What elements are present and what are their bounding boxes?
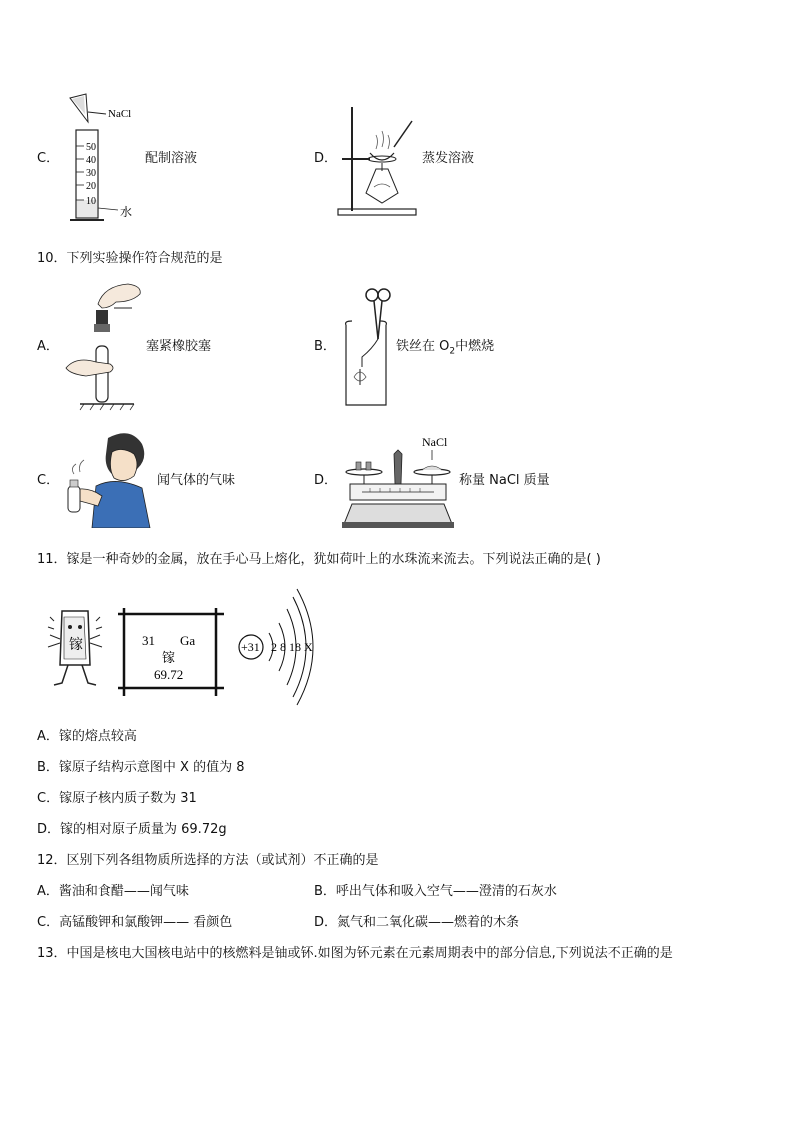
smelling-gas-boy-image: [60, 430, 155, 528]
gallium-element-cell: [108, 608, 232, 696]
balance-scale-image: [340, 432, 460, 530]
svg-text:30: 30: [86, 168, 96, 179]
svg-text:20: 20: [86, 181, 96, 192]
atomic-number: 31: [142, 633, 155, 648]
electron-shells: 2 8 18 X: [271, 640, 313, 654]
q11-option-c[interactable]: C．镓原子核内质子数为 31: [37, 791, 197, 806]
water-label: 水: [120, 205, 133, 219]
q10-option-d-letter: D．: [314, 473, 338, 488]
gallium-atom-structure-diagram: [235, 585, 335, 710]
q11-option-b[interactable]: B．镓原子结构示意图中 X 的值为 8: [37, 760, 245, 775]
q9-option-c-letter: C．: [37, 151, 60, 166]
q10-option-a-caption: 塞紧橡胶塞: [146, 339, 212, 354]
iron-wire-oxygen-jar-image: [338, 285, 398, 410]
q10-option-b-letter: B．: [314, 339, 336, 354]
q9-option-d-letter: D．: [314, 151, 338, 166]
gallium-cartoon-image: [44, 603, 104, 693]
q10-option-a-letter: A．: [37, 339, 59, 354]
q10-option-b-caption: 铁丝在 $O_2$中燃烧: [396, 339, 495, 357]
q9-option-c-caption: 配制溶液: [145, 151, 198, 166]
q11-option-d[interactable]: D．镓的相对原子质量为 69.72g: [37, 822, 227, 837]
q11-option-a[interactable]: A．镓的熔点较高: [37, 729, 137, 744]
q10-option-c-letter: C．: [37, 473, 60, 488]
q10-option-c-caption: 闻气体的气味: [157, 473, 236, 488]
q10-option-d-caption: 称量 NaCl 质量: [459, 473, 550, 488]
atomic-mass: 69.72: [154, 667, 184, 682]
nacl-label: NaCl: [108, 108, 132, 120]
q10-stem: 10．下列实验操作符合规范的是: [37, 251, 223, 266]
q12-option-b[interactable]: B．呼出气体和吸入空气——澄清的石灰水: [314, 884, 557, 899]
q11-stem: 11．镓是一种奇妙的金属，放在手心马上熔化，犹如荷叶上的水珠流来流去。下列说法正确的是( ): [37, 552, 601, 567]
svg-text:40: 40: [86, 155, 96, 166]
test-tube-stopper-image: [62, 282, 150, 412]
q13-stem: 13．中国是核电大国核电站中的核燃料是铀或钚.如图为钚元素在元素周期表中的部分信息,下列说法不正确的是: [37, 946, 673, 961]
svg-text:10: 10: [86, 196, 96, 207]
graduated-cylinder-image: [58, 92, 148, 227]
q9-option-d-caption: 蒸发溶液: [422, 151, 475, 166]
q12-option-d[interactable]: D．氮气和二氧化碳——燃着的木条: [314, 915, 520, 930]
nucleus-charge: +31: [241, 640, 260, 654]
q12-option-a[interactable]: A．酱油和食醋——闻气味: [37, 884, 189, 899]
q12-stem: 12．区别下列各组物质所选择的方法（或试剂）不正确的是: [37, 853, 379, 868]
element-symbol: Ga: [180, 633, 196, 648]
balance-nacl-label: NaCl: [422, 435, 448, 449]
evaporation-apparatus-image: [336, 103, 422, 218]
cartoon-gallium-label: 镓: [69, 638, 83, 653]
q12-option-c[interactable]: C．高锰酸钾和氯酸钾—— 看颜色: [37, 915, 233, 930]
element-name: 镓: [162, 650, 176, 665]
svg-text:50: 50: [86, 142, 96, 153]
